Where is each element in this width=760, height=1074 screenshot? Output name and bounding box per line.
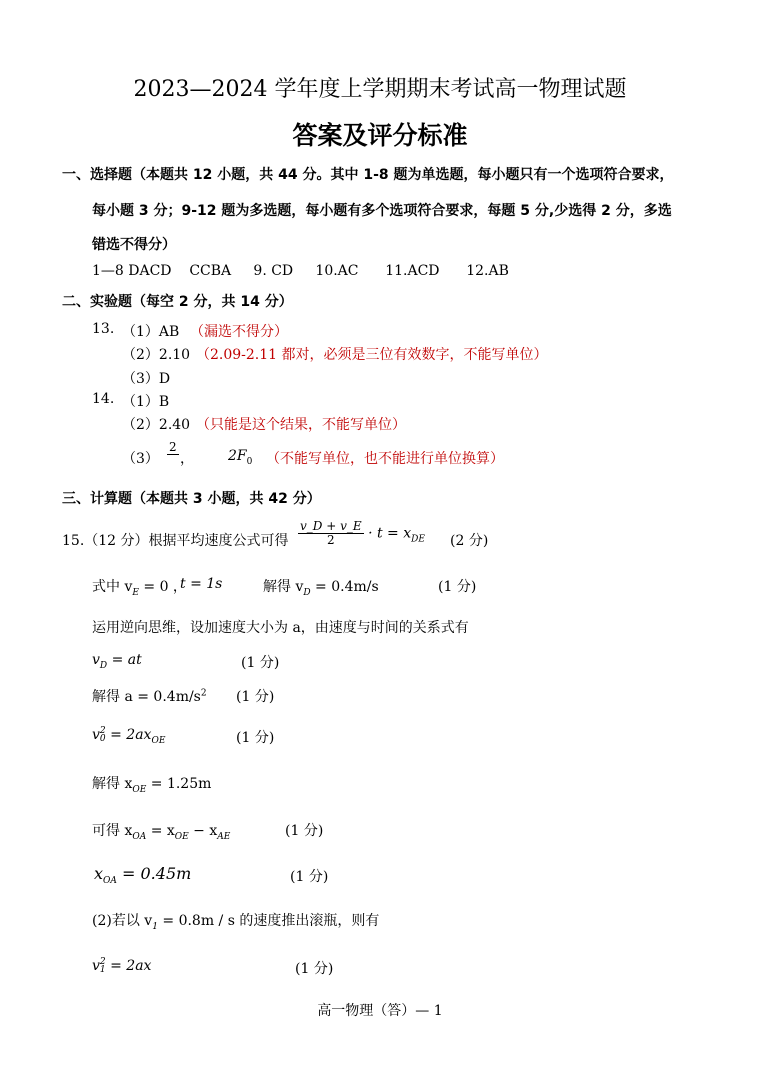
q15-score7: (1 分) (285, 823, 324, 839)
q15-eq7: 可得 $x_{OA} = x_{OE} - x_{AE}$ (92, 823, 231, 842)
q14-answer2-note: （只能是这个结果，不能写单位） (196, 417, 406, 433)
q15-score4: (1 分) (236, 689, 275, 705)
q14-answer3-note: （不能写单位，也不能进行单位换算） (266, 451, 504, 467)
q15-score8: (1 分) (290, 869, 329, 885)
q15-eq10: v 2 1 = 2ax (92, 957, 152, 975)
q15-line2-time: t = 1s (180, 576, 223, 592)
q15-eq9: (2)若以 $v_1 = 0.8m / s$ 的速度推出滚瓶，则有 (92, 913, 380, 932)
q14-answer3-force (228, 448, 252, 467)
q15-eq1 (298, 520, 425, 547)
q15-line2-given: 式中 $v_E = 0$ ， (92, 579, 187, 598)
q15-score3: (1 分) (241, 655, 280, 671)
q15-score2: (1 分) (438, 579, 477, 595)
q15-line2-result: 解得 $v_D = 0.4m/s$ (263, 579, 379, 598)
q15-eq3: $v_D$ = at (92, 652, 142, 671)
page-footer: 高一物理（答）— 1 (317, 1003, 443, 1019)
q13-answer1-note: （漏选不得分） (190, 324, 288, 340)
q15-eq6: 解得 $x_{OE} = 1.25m$ (92, 776, 212, 795)
section1-line2: 每小题 3 分；9-12 题为多选题，每小题有多个选项符合要求，每题 5 分,少选得 2 分，多选 (92, 203, 672, 219)
section1-heading: 一、选择题（本题共 12 小题，共 44 分。其中 1-8 题为单选题，每小题只有一个选项符合要求， (62, 167, 674, 183)
q13-answer3: （3）D (122, 371, 171, 387)
q15-line3: 运用逆向思维，设加速度大小为 a，由速度与时间的关系式有 (92, 620, 469, 636)
section1-answers: 1—8 DACD CCBA 9. CD 10.AC 11.ACD 12.AB (92, 263, 509, 279)
q15-eq1-numerator: v_D + v_E (300, 519, 362, 533)
q14-answer3-fraction (167, 440, 179, 455)
section1-line3: 错选不得分） (92, 237, 176, 253)
q15-eq1-subscript: DE (411, 534, 425, 545)
q13-answer2: （2）2.10 (122, 347, 191, 363)
section2-heading: 二、实验题（每空 2 分，共 14 分） (62, 294, 293, 310)
q15-score5: (1 分) (236, 730, 275, 746)
q13-number: 13. (92, 321, 115, 337)
q15-eq1-fraction (298, 520, 364, 547)
q14-answer3: （3） (122, 451, 159, 467)
q13-answer1: （1）AB (122, 324, 180, 340)
document-subtitle: 答案及评分标准 (292, 121, 468, 150)
q15-eq1-rest: · t = x (368, 525, 412, 542)
q15-eq5: v 2 0 = $2ax_{OE}$ (92, 726, 166, 746)
q15-eq1-denominator: 2 (326, 533, 335, 547)
q15-eq4: 解得 $a = 0.4m/s^2$ (92, 688, 207, 705)
q14-fraction-numerator: 2 (169, 440, 177, 454)
section3-heading: 三、计算题（本题共 3 小题，共 42 分） (62, 491, 321, 507)
q14-force-subscript: 0 (246, 456, 253, 467)
q14-number: 14. (92, 391, 115, 407)
q13-answer2-note: （2.09-2.11 都对，必须是三位有效数字，不能写单位） (196, 347, 548, 363)
q15-intro: 15.（12 分）根据平均速度公式可得 (62, 533, 289, 549)
q15-score10: (1 分) (295, 961, 334, 977)
q14-answer2: （2）2.40 (122, 417, 191, 433)
q14-answer3-separator: ， (180, 451, 194, 467)
q14-force-symbol: 2F (228, 448, 247, 464)
q15-score1: (2 分) (450, 533, 489, 549)
document-title: 2023—2024 学年度上学期期末考试高一物理试题 (133, 77, 627, 102)
q14-answer1: （1）B (122, 394, 170, 410)
q15-eq8: $x_{OA} = 0.45m$ (94, 864, 192, 887)
